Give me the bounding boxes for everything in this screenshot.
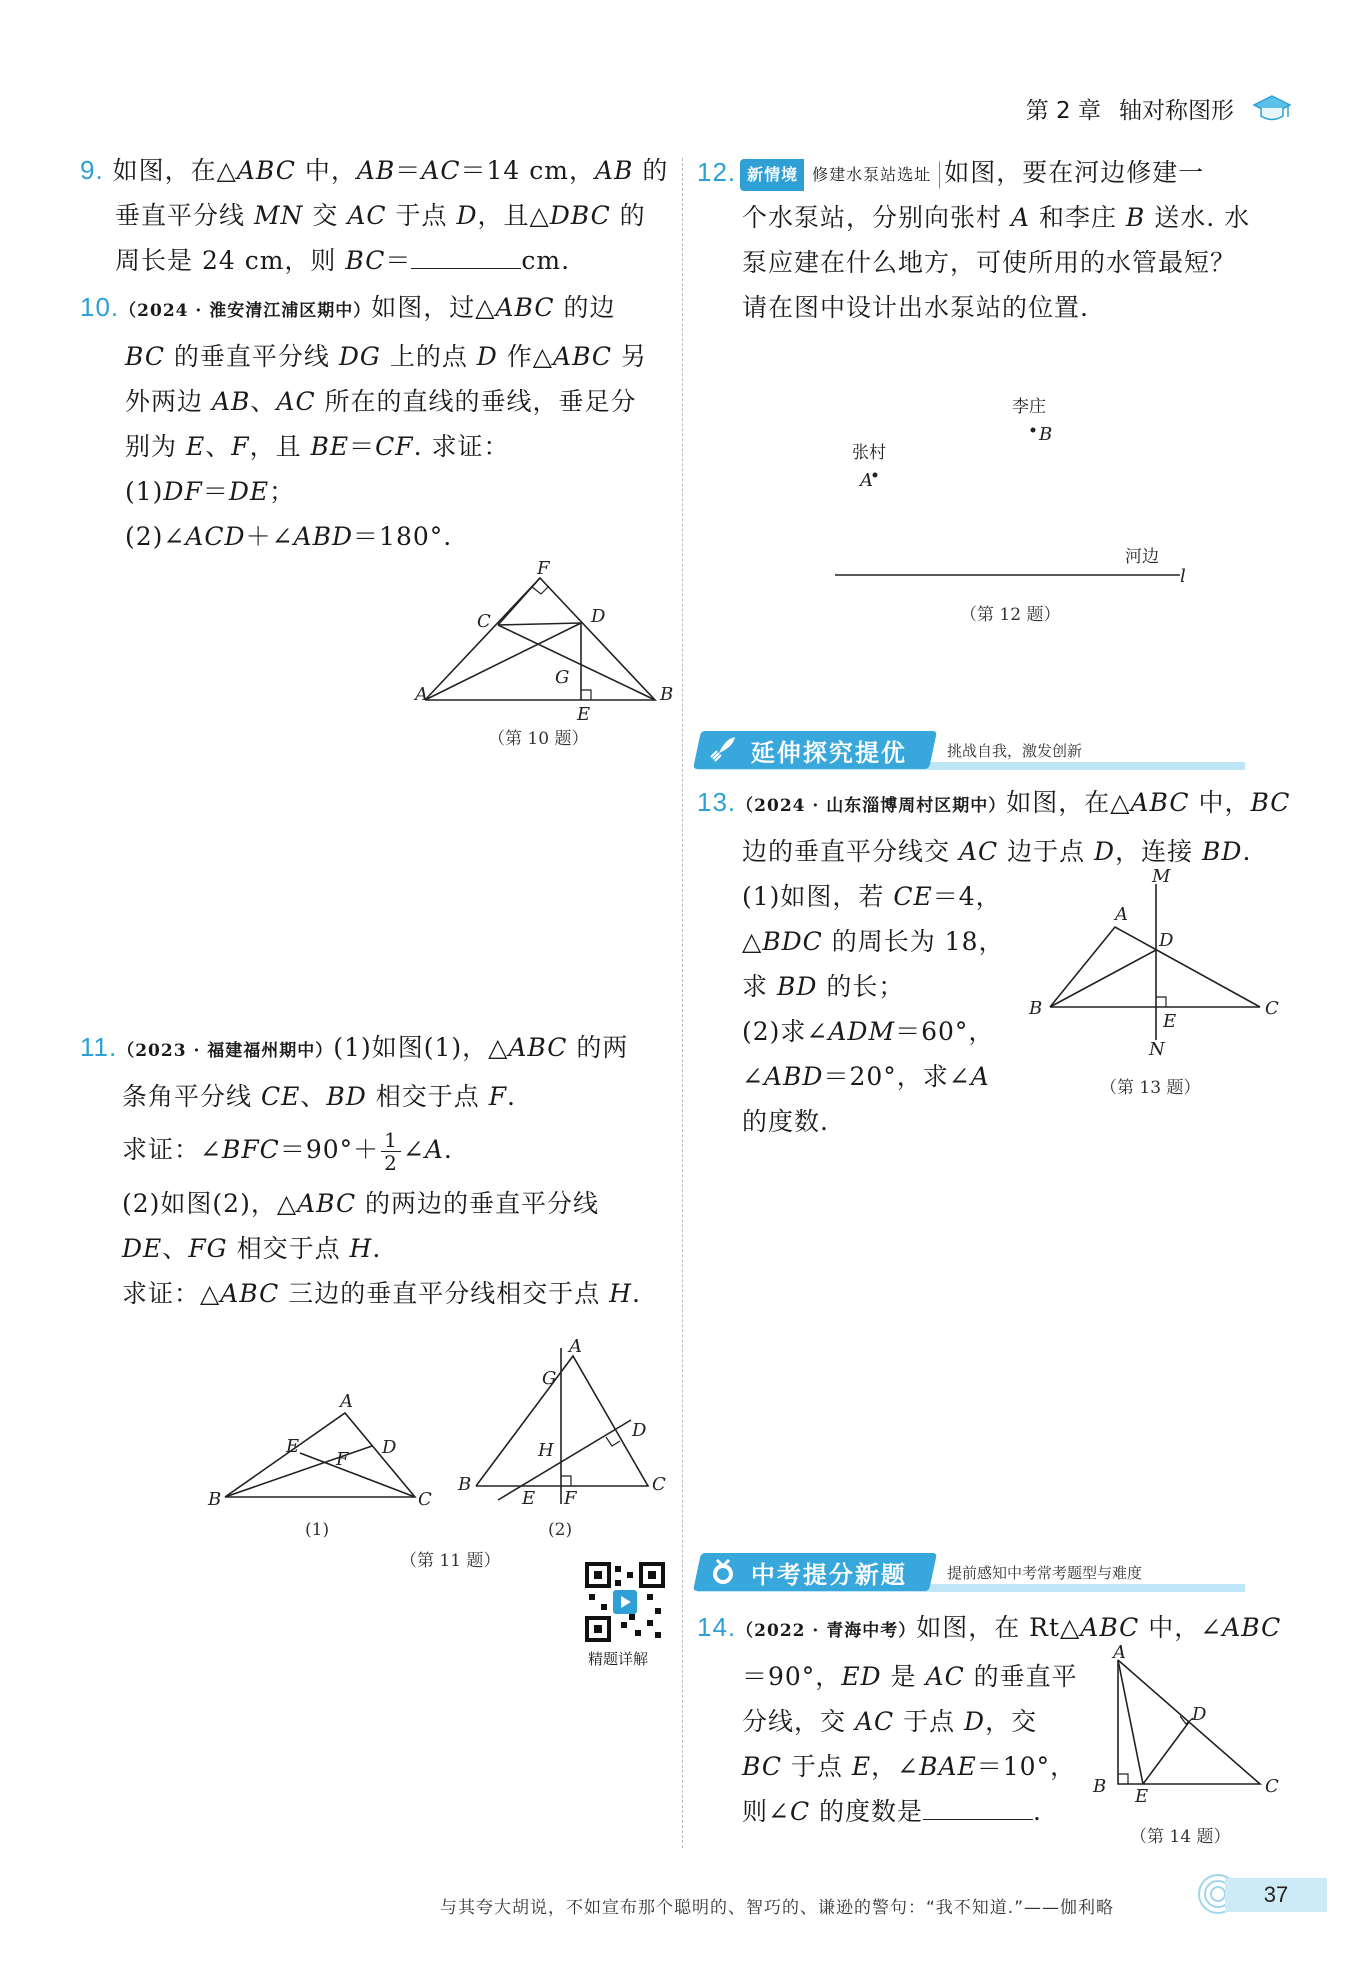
label-A: A [569, 1336, 582, 1357]
text-fragment: BFC [221, 1135, 280, 1164]
text-fragment: AC [276, 387, 316, 416]
text-fragment: CF [375, 432, 414, 461]
text-fragment: ED [841, 1662, 882, 1691]
label-B: B [1029, 998, 1043, 1019]
text-fragment: 如图，在△ [112, 156, 237, 185]
text-fragment: BD [1202, 837, 1243, 866]
label-F: F [537, 558, 550, 579]
text-fragment: △ [742, 927, 763, 956]
text-fragment: (1)如图(1)，△ [333, 1033, 509, 1062]
text-fragment: BC [125, 342, 165, 371]
text-fragment: ＝4， [932, 882, 1002, 911]
rocket-icon [707, 735, 737, 765]
text-fragment: 求证：∠ [122, 1135, 222, 1164]
text-fragment: ABC [508, 1033, 568, 1062]
text-fragment: ABC [553, 342, 613, 371]
text-fragment: (2)如图(2)，△ [122, 1189, 298, 1218]
text-fragment: ABC [1130, 788, 1190, 817]
text-fragment: ＝60°， [895, 1017, 995, 1046]
label-E: E [522, 1488, 536, 1509]
text-fragment: 作△ [497, 342, 554, 371]
text-fragment: (2)∠ [125, 522, 186, 551]
text-fragment: BDC [762, 927, 823, 956]
column-divider [682, 158, 683, 1848]
text-fragment: 另 [612, 342, 648, 371]
text-fragment: 的垂直平分线 [164, 342, 339, 371]
text-fragment: 1 [381, 1129, 401, 1152]
label-l: l [1180, 566, 1186, 587]
text-fragment: F [488, 1082, 508, 1111]
text-fragment: 、 [162, 1234, 189, 1263]
question-number: 11. [80, 1032, 118, 1062]
text-fragment: DBC [549, 201, 611, 230]
text-fragment: 条角平分线 [122, 1082, 261, 1111]
text-fragment: ，交 [985, 1707, 1038, 1736]
chapter-number: 第 2 章 [1025, 98, 1101, 124]
section-banner-extension [697, 728, 1245, 772]
chapter-header [1026, 92, 1292, 125]
text-fragment: 如图，在△ [1006, 788, 1131, 817]
label-F: F [564, 1488, 577, 1509]
qr-label: 精题详解 [588, 1650, 649, 1668]
label-C: C [652, 1474, 666, 1495]
text-fragment: D [1094, 837, 1116, 866]
text-fragment: A [424, 1135, 444, 1164]
banner-subtitle: 提前感知中考常考题型与难度 [947, 1563, 1143, 1582]
text-fragment: (1) [125, 477, 164, 506]
text-fragment: 泵应建在什么地方，可使所用的水管最短？ [742, 248, 1237, 277]
text-fragment: CE [260, 1082, 301, 1111]
text-fragment: 的 [633, 156, 669, 185]
text-fragment: DE [228, 477, 270, 506]
section-banner-exam [697, 1550, 1245, 1594]
label-zhangcun: 张村 [852, 443, 886, 463]
text-fragment: E [851, 1752, 872, 1781]
label-C: C [1265, 1776, 1279, 1797]
label-D: D [591, 606, 606, 627]
text-fragment: (2)求∠ [742, 1017, 829, 1046]
text-fragment: DF [163, 477, 203, 506]
text-fragment: ＝ [395, 156, 422, 185]
text-fragment: MN [253, 201, 304, 230]
text-fragment: 新情境 [741, 160, 804, 190]
label-lizhuang: 李庄 [1012, 397, 1046, 417]
text-fragment: 周长是 24 cm，则 [115, 246, 346, 275]
text-fragment: AC [925, 1662, 965, 1691]
text-fragment: 个水泵站，分别向张村 [742, 203, 1011, 232]
text-fragment: BC [742, 1752, 782, 1781]
text-fragment: BC [1250, 788, 1291, 817]
caption-q13: （第 13 题） [1100, 1078, 1201, 1098]
text-fragment: 和李庄 [1030, 203, 1126, 232]
text-fragment: ＝ [385, 246, 412, 275]
label-C: C [477, 611, 491, 632]
text-fragment: H [609, 1279, 632, 1308]
text-fragment: DG [338, 342, 381, 371]
text-fragment: . 求证： [413, 432, 510, 461]
text-fragment: ，且△ [477, 201, 550, 230]
figure-q13 [1025, 866, 1285, 1060]
text-fragment: ABC [236, 156, 296, 185]
text-fragment: ＝90°＋ [279, 1135, 380, 1164]
text-fragment: ABC [1080, 1613, 1140, 1642]
text-fragment: ，且 [249, 432, 311, 461]
label-B: B [208, 1489, 222, 1510]
fraction-one-half [381, 1129, 401, 1174]
text-fragment: ＝20°，求∠ [823, 1062, 971, 1091]
label-E: E [286, 1436, 300, 1457]
caption-q10: （第 10 题） [488, 729, 589, 749]
text-fragment: E [185, 432, 206, 461]
caption-q11-sub2: (2) [548, 1520, 573, 1540]
question-number: 12. [697, 157, 737, 187]
label-B: B [1093, 1776, 1107, 1797]
text-fragment: AC [958, 837, 999, 866]
text-fragment: 所在的直线的垂线，垂足分 [315, 387, 637, 416]
text-fragment: FG [188, 1234, 228, 1263]
text-fragment: ABC [1222, 1613, 1282, 1642]
figure-q11-2 [448, 1338, 683, 1518]
text-fragment: 2 [384, 1151, 398, 1175]
text-fragment: 于点 [781, 1752, 852, 1781]
label-C: C [418, 1489, 432, 1510]
label-A: A [1113, 1642, 1126, 1663]
label-A: A [415, 684, 428, 705]
text-fragment: AB [211, 387, 251, 416]
figure-q14 [1085, 1642, 1285, 1812]
text-fragment: 外两边 [125, 387, 212, 416]
label-B: B [458, 1474, 472, 1495]
text-fragment: ABC [297, 1189, 357, 1218]
question-source: （2022 · 青海中考） [736, 1621, 917, 1641]
text-fragment: 、 [250, 387, 277, 416]
question-number: 13. [697, 787, 737, 817]
text-fragment: 求证：△ [122, 1279, 221, 1308]
text-fragment: cm. [521, 246, 571, 275]
text-fragment: AB [356, 156, 396, 185]
text-fragment: 延伸探究提优 [751, 738, 907, 767]
label-B: B [660, 684, 674, 705]
text-fragment: ＝90°， [742, 1662, 842, 1691]
label-E: E [1163, 1011, 1177, 1032]
text-fragment: ABC [220, 1279, 280, 1308]
text-fragment: 的周长为 18， [822, 927, 1005, 956]
text-fragment: 上的点 [380, 342, 477, 371]
text-fragment: C [789, 1797, 811, 1826]
text-fragment: 边于点 [998, 837, 1095, 866]
caption-q11: （第 11 题） [400, 1551, 501, 1571]
label-D: D [382, 1437, 397, 1458]
caption-q14: （第 14 题） [1130, 1827, 1231, 1847]
label-A: A [340, 1391, 353, 1412]
label-H: H [538, 1440, 554, 1461]
answer-blank[interactable] [923, 1797, 1033, 1820]
text-fragment: 中考提分新题 [751, 1560, 907, 1589]
text-fragment: ＝10°， [976, 1752, 1077, 1781]
label-river: 河边 [1125, 547, 1159, 567]
label-F: F [336, 1449, 349, 1470]
text-fragment: 相交于点 [227, 1234, 350, 1263]
text-fragment: (1)如图，若 [742, 882, 894, 911]
text-fragment: BAE [919, 1752, 977, 1781]
question-11 [80, 1025, 670, 1316]
text-fragment: 的度数. [742, 1107, 829, 1136]
text-fragment: 的边 [554, 293, 616, 322]
text-fragment: . [631, 1279, 641, 1308]
label-M: M [1152, 866, 1171, 887]
text-fragment: BD [776, 972, 818, 1001]
text-fragment: . [372, 1234, 382, 1263]
text-fragment: F [231, 432, 250, 461]
chapter-title: 轴对称图形 [1119, 98, 1234, 124]
text-fragment: ADM [828, 1017, 896, 1046]
label-G: G [542, 1368, 557, 1389]
text-fragment: 如图，过△ [371, 293, 496, 322]
label-E: E [1135, 1786, 1149, 1807]
text-fragment: ＝ [202, 477, 229, 506]
label-A: A [860, 470, 873, 491]
text-fragment: ＝14 cm， [460, 156, 595, 185]
text-fragment: 是 [881, 1662, 926, 1691]
text-fragment: . [507, 1082, 516, 1111]
label-D: D [1192, 1704, 1207, 1725]
text-fragment: BC [345, 246, 386, 275]
graduation-cap-icon [1252, 93, 1292, 125]
text-fragment: DE [122, 1234, 163, 1263]
text-fragment: . [443, 1135, 453, 1164]
label-N: N [1149, 1039, 1165, 1060]
text-fragment: 垂直平分线 [115, 201, 254, 230]
new-context-badge [740, 159, 940, 191]
caption-q11-sub1: (1) [305, 1520, 330, 1540]
text-fragment: 修建水泵站选址 [804, 152, 939, 197]
text-fragment: BE [310, 432, 350, 461]
text-fragment: AB [594, 156, 634, 185]
text-fragment: ，连接 [1115, 837, 1203, 866]
label-A: A [1115, 904, 1128, 925]
text-fragment: ＝ [349, 432, 376, 461]
text-fragment: AC [854, 1707, 895, 1736]
text-fragment: 求 [742, 972, 777, 1001]
text-fragment: ∠ [402, 1135, 425, 1164]
text-fragment: 中， [295, 156, 357, 185]
question-number: 14. [697, 1612, 737, 1642]
text-fragment: 的度数是 [810, 1797, 924, 1826]
text-fragment: 边的垂直平分线交 [742, 837, 959, 866]
text-fragment: ＋∠ [245, 522, 294, 551]
text-fragment: ＝180°. [353, 522, 453, 551]
text-fragment: 相交于点 [366, 1082, 489, 1111]
text-fragment: ； [269, 477, 296, 506]
medal-icon [709, 1558, 737, 1586]
text-fragment: 的两边的垂直平分线 [356, 1189, 600, 1218]
text-fragment: ABC [495, 293, 555, 322]
answer-blank[interactable] [411, 246, 521, 269]
text-fragment: 于点 [894, 1707, 965, 1736]
text-fragment: 中， [1189, 788, 1251, 817]
figure-q11-1 [200, 1385, 430, 1525]
banner-subtitle: 挑战自我，激发创新 [947, 741, 1083, 760]
text-fragment: A [970, 1062, 990, 1091]
text-fragment: D [964, 1707, 986, 1736]
text-fragment: 三边的垂直平分线相交于点 [279, 1279, 610, 1308]
label-D: D [632, 1420, 647, 1441]
text-fragment: A [1010, 203, 1031, 232]
text-fragment: 如图，在 Rt△ [916, 1613, 1081, 1642]
figure-q12 [830, 390, 1200, 600]
question-source: （2024 · 山东淄博周村区期中） [736, 796, 1007, 816]
label-G: G [555, 667, 570, 688]
text-fragment: 分线，交 [742, 1707, 855, 1736]
question-12 [697, 150, 1297, 330]
text-fragment: . [1242, 837, 1252, 866]
text-fragment: CE [893, 882, 933, 911]
page-number: 37 [1225, 1878, 1327, 1912]
text-fragment: ∠ [742, 1062, 764, 1091]
label-E: E [577, 704, 591, 725]
text-fragment: 于点 [386, 201, 457, 230]
question-9 [80, 148, 670, 283]
text-fragment: 中，∠ [1139, 1613, 1223, 1642]
question-number: 9. [80, 155, 104, 185]
text-fragment: 则∠ [742, 1797, 790, 1826]
text-fragment: ABD [763, 1062, 824, 1091]
qr-code-icon[interactable] [585, 1562, 665, 1642]
caption-q12: （第 12 题） [960, 605, 1061, 625]
text-fragment: 交 [303, 201, 348, 230]
text-fragment: 别为 [125, 432, 186, 461]
text-fragment: B [1125, 203, 1146, 232]
text-fragment: D [476, 342, 498, 371]
question-source: （2024 · 淮安清江浦区期中） [119, 301, 372, 321]
label-C: C [1265, 998, 1279, 1019]
text-fragment: 、 [205, 432, 232, 461]
text-fragment: 的两 [567, 1033, 629, 1062]
text-fragment: 的 [610, 201, 646, 230]
text-fragment: . [1033, 1797, 1042, 1826]
text-fragment: AC [347, 201, 387, 230]
text-fragment: 的垂直平 [964, 1662, 1078, 1691]
text-fragment: AC [421, 156, 461, 185]
text-fragment: 请在图中设计出水泵站的位置. [742, 293, 1089, 322]
text-fragment: ACD [185, 522, 246, 551]
label-B: B [1039, 424, 1053, 445]
question-source: （2023 · 福建福州期中） [117, 1041, 334, 1061]
text-fragment: 、 [300, 1082, 327, 1111]
text-fragment: D [456, 201, 478, 230]
label-D: D [1159, 930, 1174, 951]
text-fragment: 送水. 水 [1145, 203, 1251, 232]
text-fragment: 如图，要在河边修建一 [944, 158, 1205, 187]
question-10 [80, 285, 670, 559]
footer-quote: 与其夸大胡说，不如宣布那个聪明的、智巧的、谦逊的警句：“我不知道.”——伽利略 [440, 1898, 1115, 1918]
text-fragment: BD [326, 1082, 367, 1111]
text-fragment: H [349, 1234, 373, 1263]
text-fragment: ABD [293, 522, 354, 551]
text-fragment: ，∠ [871, 1752, 920, 1781]
text-fragment: 的长； [817, 972, 905, 1001]
question-number: 10. [80, 292, 120, 322]
